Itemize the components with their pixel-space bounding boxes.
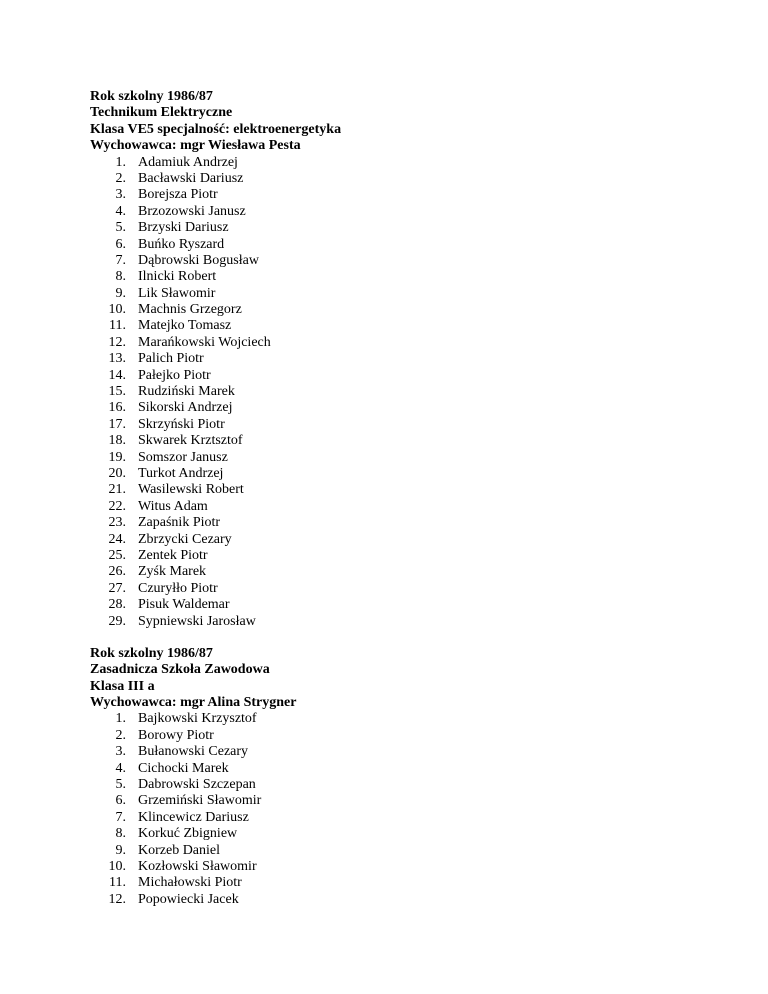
list-item-number: 1.	[115, 154, 126, 170]
student-list-item	[90, 302, 710, 318]
student-list-item	[90, 155, 710, 171]
student-name: Skwarek Krztsztof	[138, 433, 243, 449]
student-list-item	[90, 335, 710, 351]
student-name: Ilnicki Robert	[138, 269, 217, 285]
list-item-number: 10.	[108, 302, 126, 318]
student-list-item	[90, 532, 710, 548]
student-name: Popowiecki Jacek	[138, 891, 239, 907]
student-name: Czuryłło Piotr	[138, 580, 218, 596]
list-item-number: 18.	[108, 433, 126, 449]
list-item-number: 24.	[108, 531, 126, 547]
list-item-number: 14.	[108, 367, 126, 383]
list-item-number: 4.	[115, 760, 126, 776]
student-name: Marańkowski Wojciech	[138, 334, 271, 350]
list-item-number: 12.	[108, 334, 126, 350]
student-name: Lik Sławomir	[138, 285, 216, 301]
list-item-number: 8.	[115, 826, 126, 842]
student-list-item	[90, 777, 710, 793]
list-item-number: 25.	[108, 547, 126, 563]
student-list-item	[90, 204, 710, 220]
list-item-number: 6.	[115, 793, 126, 809]
student-name: Dąbrowski Bogusław	[138, 252, 259, 268]
student-name: Korzeb Daniel	[138, 842, 221, 858]
class-heading: Klasa III a	[90, 678, 155, 694]
student-name: Borejsza Piotr	[138, 187, 218, 203]
homeroom-teacher-heading: Wychowawca: mgr Wiesława Pesta	[90, 138, 301, 154]
student-name: Cichocki Marek	[138, 760, 229, 776]
homeroom-teacher-heading: Wychowawca: mgr Alina Strygner	[90, 695, 297, 711]
list-item-number: 23.	[108, 515, 126, 531]
list-item-number: 20.	[108, 465, 126, 481]
student-list-item	[90, 433, 710, 449]
student-name: Grzemiński Sławomir	[138, 793, 262, 809]
school-year-heading: Rok szkolny 1986/87	[90, 645, 213, 661]
document-page	[90, 89, 710, 908]
student-name: Rudziński Marek	[138, 384, 235, 400]
list-item-number: 29.	[108, 613, 126, 629]
student-list-item	[90, 351, 710, 367]
list-item-number: 5.	[115, 777, 126, 793]
student-name: Palich Piotr	[138, 351, 204, 367]
student-list-item	[90, 548, 710, 564]
student-list-item	[90, 711, 710, 727]
student-name: Pałejko Piotr	[138, 367, 211, 383]
student-list-item	[90, 826, 710, 842]
student-list-item	[90, 237, 710, 253]
student-list-item	[90, 253, 710, 269]
list-item-number: 11.	[109, 318, 126, 334]
student-name: Dabrowski Szczepan	[138, 777, 256, 793]
list-item-number: 2.	[115, 170, 126, 186]
student-name: Matejko Tomasz	[138, 318, 232, 334]
student-name: Zentek Piotr	[138, 547, 208, 563]
student-name: Bułanowski Cezary	[138, 744, 249, 760]
student-list-item	[90, 171, 710, 187]
list-item-number: 7.	[115, 809, 126, 825]
list-item-number: 9.	[115, 842, 126, 858]
list-item-number: 13.	[108, 351, 126, 367]
list-item-number: 4.	[115, 203, 126, 219]
student-name: Borowy Piotr	[138, 727, 214, 743]
list-item-number: 1.	[115, 711, 126, 727]
list-item-number: 11.	[109, 875, 126, 891]
student-list-item	[90, 269, 710, 285]
student-list-item	[90, 564, 710, 580]
student-list-item	[90, 614, 710, 630]
class-heading: Klasa VE5 specjalność: elektroenergetyka	[90, 121, 342, 137]
student-name: Sikorski Andrzej	[138, 400, 233, 416]
student-list-item	[90, 450, 710, 466]
student-name: Sypniewski Jarosław	[138, 613, 256, 629]
student-list-item	[90, 384, 710, 400]
list-item-number: 15.	[108, 384, 126, 400]
student-name: Klincewicz Dariusz	[138, 809, 249, 825]
student-name: Skrzyński Piotr	[138, 416, 225, 432]
student-list-item	[90, 892, 710, 908]
student-name: Witus Adam	[138, 498, 208, 514]
list-item-number: 16.	[108, 400, 126, 416]
student-list-item	[90, 417, 710, 433]
student-name: Bajkowski Krzysztof	[138, 711, 257, 727]
student-list-item	[90, 843, 710, 859]
student-name: Bacławski Dariusz	[138, 170, 244, 186]
student-list-item	[90, 466, 710, 482]
list-item-number: 26.	[108, 564, 126, 580]
student-name: Turkot Andrzej	[138, 465, 224, 481]
list-item-number: 5.	[115, 220, 126, 236]
student-list-item	[90, 286, 710, 302]
student-list-item	[90, 187, 710, 203]
student-name: Brzozowski Janusz	[138, 203, 246, 219]
student-name: Pisuk Waldemar	[138, 597, 230, 613]
list-item-number: 9.	[115, 285, 126, 301]
student-list-item	[90, 728, 710, 744]
list-item-number: 7.	[115, 252, 126, 268]
student-name: Kozłowski Sławomir	[138, 858, 257, 874]
school-name-heading: Technikum Elektryczne	[90, 105, 233, 121]
student-list-item	[90, 761, 710, 777]
school-name-heading: Zasadnicza Szkoła Zawodowa	[90, 662, 270, 678]
student-list-item	[90, 793, 710, 809]
school-year-heading: Rok szkolny 1986/87	[90, 89, 213, 104]
student-list-item	[90, 744, 710, 760]
student-name: Machnis Grzegorz	[138, 302, 242, 318]
list-item-number: 3.	[115, 744, 126, 760]
student-name: Zbrzycki Cezary	[138, 531, 232, 547]
student-name: Zapaśnik Piotr	[138, 515, 221, 531]
student-name: Somszor Janusz	[138, 449, 228, 465]
student-list-item	[90, 581, 710, 597]
student-list-item	[90, 515, 710, 531]
list-item-number: 22.	[108, 498, 126, 514]
student-list-item	[90, 499, 710, 515]
list-item-number: 3.	[115, 187, 126, 203]
student-name: Korkuć Zbigniew	[138, 826, 238, 842]
student-list-item	[90, 597, 710, 613]
list-item-number: 28.	[108, 597, 126, 613]
student-list-item	[90, 482, 710, 498]
student-name: Buńko Ryszard	[138, 236, 225, 252]
student-name: Michałowski Piotr	[138, 875, 242, 891]
student-list-item	[90, 875, 710, 891]
list-item-number: 12.	[108, 891, 126, 907]
student-list-item	[90, 859, 710, 875]
list-item-number: 10.	[108, 858, 126, 874]
student-list-item	[90, 368, 710, 384]
list-item-number: 2.	[115, 727, 126, 743]
student-name: Adamiuk Andrzej	[138, 154, 238, 170]
list-item-number: 21.	[108, 482, 126, 498]
list-item-number: 27.	[108, 580, 126, 596]
list-item-number: 19.	[108, 449, 126, 465]
student-list-item	[90, 400, 710, 416]
list-item-number: 6.	[115, 236, 126, 252]
student-list-item	[90, 810, 710, 826]
list-item-number: 17.	[108, 416, 126, 432]
class-section	[90, 646, 710, 908]
student-name: Zyśk Marek	[138, 564, 207, 580]
student-list	[90, 155, 710, 630]
student-list-item	[90, 318, 710, 334]
student-name: Brzyski Dariusz	[138, 220, 229, 236]
class-section	[90, 89, 710, 630]
student-list	[90, 711, 710, 908]
list-item-number: 8.	[115, 269, 126, 285]
student-list-item	[90, 220, 710, 236]
student-name: Wasilewski Robert	[138, 482, 244, 498]
